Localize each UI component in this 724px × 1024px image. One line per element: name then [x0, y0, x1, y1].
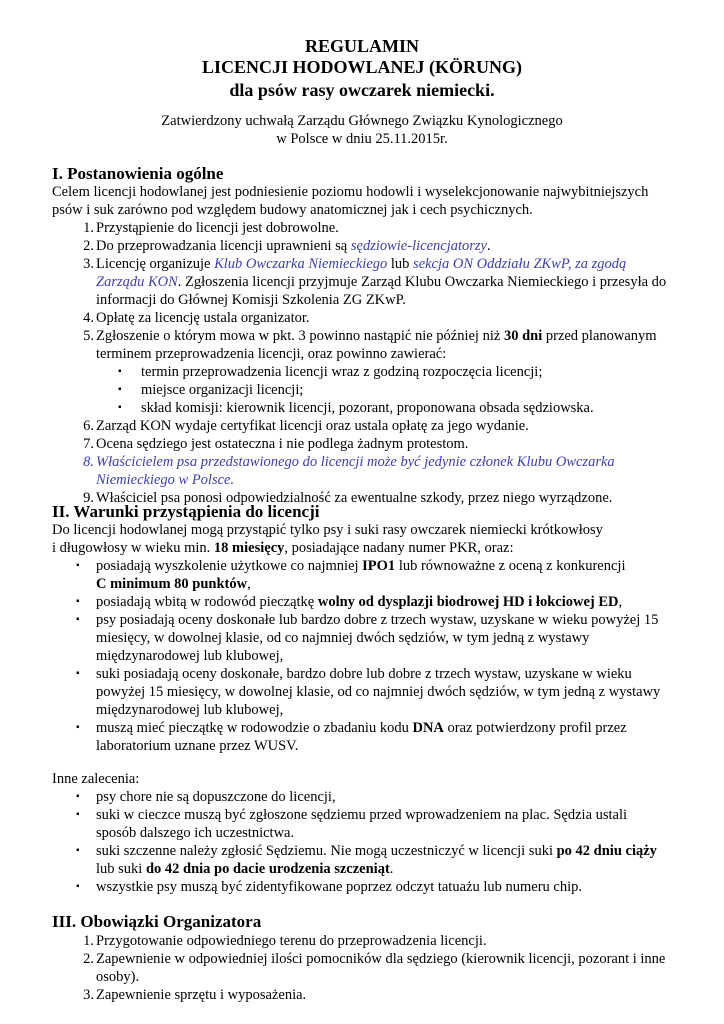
- s2-other-2-line2: sposób dalszego ich uczestnictwa.: [96, 825, 295, 841]
- s2-other-3-line1: suki szczenne należy zgłosić Sędziemu. Nie mogą uczestniczyć w licencji suki po 42 dniu ciąży: [96, 843, 657, 859]
- bullet-icon: ▪: [76, 560, 80, 571]
- s1-intro-line1: Celem licencji hodowlanej jest podniesienie poziomu hodowli i wyselekcjonowanie najwybitniejszych: [52, 184, 649, 200]
- s3-num-2: 2.: [83, 951, 94, 967]
- s2-bullet-3-line3: międzynarodowej lub klubowej,: [96, 648, 284, 664]
- s1-item-5-line1: Zgłoszenie o którym mowa w pkt. 3 powinno nastąpić nie później niż 30 dni przed planowanym: [96, 328, 657, 344]
- s1-intro-line2: psów i suk zarówno pod względem budowy anatomicznej jak i cech psychicznych.: [52, 202, 533, 218]
- bullet-icon: ▪: [118, 402, 122, 413]
- s2-bullet-5-line2: laboratorium uznane przez WUSV.: [96, 738, 299, 754]
- s1-num-2: 2.: [83, 238, 94, 254]
- s1-item-2: Do przeprowadzania licencji uprawnieni są sędziowie-licencjatorzy.: [96, 238, 491, 254]
- s1-num-1: 1.: [83, 220, 94, 236]
- s1-num-6: 6.: [83, 418, 94, 434]
- s1-num-9: 9.: [83, 490, 94, 506]
- s2-bullet-4-line1: suki posiadają oceny doskonałe, bardzo dobre lub dobre z trzech wystaw, uzyskane w wieku: [96, 666, 632, 682]
- doc-title-line2: LICENCJI HODOWLANEJ (KÖRUNG): [201, 57, 523, 77]
- s2-other-2-line1: suki w cieczce muszą być zgłoszone sędziemu przed wprowadzeniem na plac. Sędzia ustali: [96, 807, 628, 823]
- s1-item-3-line2: Zarządu KON. Zgłoszenia licencji przyjmuje Zarząd Klubu Owczarka Niemieckiego i przesyła do: [96, 274, 667, 290]
- doc-title-line3: dla psów rasy owczarek niemiecki.: [229, 80, 495, 100]
- s1-num-5: 5.: [83, 328, 94, 344]
- bullet-icon: ▪: [118, 384, 122, 395]
- bullet-icon: ▪: [76, 614, 80, 625]
- s2-bullet-4-line2: powyżej 15 miesięcy, w dowolnej klasie, od co najmniej dwóch sędziów, w tym jedną z wystawy: [96, 684, 661, 700]
- s2-intro-line2: i długowłosy w wieku min. 18 miesięcy, posiadające nadany numer PKR, oraz:: [52, 540, 514, 556]
- s2-bullet-2: posiadają wbitą w rodowód pieczątkę wolny od dysplazji biodrowej HD i łokciowej ED,: [96, 594, 623, 610]
- section-1-title: I. Postanowienia ogólne: [52, 164, 224, 183]
- approval-line2: w Polsce w dniu 25.11.2015r.: [276, 131, 448, 147]
- s1-item-3-line3: informacji do Głównej Komisji Szkolenia ZG ZKwP.: [96, 292, 406, 308]
- bullet-icon: ▪: [118, 366, 122, 377]
- s2-bullet-3-line1: psy posiadają oceny doskonałe lub bardzo dobre z trzech wystaw, uzyskane w wieku powyżej 15: [96, 612, 659, 628]
- s3-item-1: Przygotowanie odpowiedniego terenu do przeprowadzenia licencji.: [96, 933, 487, 949]
- bullet-icon: ▪: [76, 596, 80, 607]
- bullet-icon: ▪: [76, 845, 80, 856]
- s1-subitem-3: skład komisji: kierownik licencji, pozorant, proponowana obsada sędziowska.: [141, 400, 594, 416]
- s1-item-8-line2: Niemieckiego w Polsce.: [96, 472, 235, 488]
- doc-title-line1: REGULAMIN: [304, 36, 419, 56]
- s1-num-3: 3.: [83, 256, 94, 272]
- s1-item-5-line2: terminem przeprowadzenia licencji, oraz powinno zawierać:: [96, 346, 447, 362]
- s2-bullet-5-line1: muszą mieć pieczątkę w rodowodzie o zbadaniu kodu DNA oraz potwierdzony profil przez: [96, 720, 627, 736]
- approval-line1: Zatwierdzony uchwałą Zarządu Głównego Związku Kynologicznego: [161, 113, 563, 129]
- s3-num-1: 1.: [83, 933, 94, 949]
- bullet-icon: ▪: [76, 722, 80, 733]
- s2-bullet-1-line2: C minimum 80 punktów,: [96, 576, 251, 592]
- s2-other-3-line2: lub suki do 42 dnia po dacie urodzenia szczeniąt.: [96, 861, 394, 877]
- section-2-title: II. Warunki przystąpienia do licencji: [52, 502, 320, 521]
- s2-bullet-4-line3: międzynarodowej lub klubowej,: [96, 702, 284, 718]
- s3-item-3: Zapewnienie sprzętu i wyposażenia.: [96, 987, 307, 1003]
- bullet-icon: ▪: [76, 881, 80, 892]
- s1-num-8: 8.: [83, 454, 94, 470]
- s1-num-7: 7.: [83, 436, 94, 452]
- s2-intro-line1: Do licencji hodowlanej mogą przystąpić tylko psy i suki rasy owczarek niemiecki krótkowłosy: [52, 522, 603, 538]
- bullet-icon: ▪: [76, 668, 80, 679]
- s2-other-heading: Inne zalecenia:: [52, 771, 140, 787]
- s1-item-9: Właściciel psa ponosi odpowiedzialność za ewentualne szkody, przez niego wyrządzone.: [96, 490, 613, 506]
- s1-item-4: Opłatę za licencję ustala organizator.: [96, 310, 310, 326]
- s1-item-6: Zarząd KON wydaje certyfikat licencji oraz ustala opłatę za jego wydanie.: [96, 418, 529, 434]
- s1-subitem-2: miejsce organizacji licencji;: [141, 382, 304, 398]
- s1-item-7: Ocena sędziego jest ostateczna i nie podlega żadnym protestom.: [96, 436, 469, 452]
- bullet-icon: ▪: [76, 791, 80, 802]
- s1-item-8-line1: Właścicielem psa przedstawionego do licencji może być jedynie członek Klubu Owczarka: [96, 454, 615, 470]
- section-3-title: III. Obowiązki Organizatora: [52, 912, 262, 931]
- s1-subitem-1: termin przeprowadzenia licencji wraz z godziną rozpoczęcia licencji;: [141, 364, 543, 380]
- s2-other-4: wszystkie psy muszą być zidentyfikowane poprzez odczyt tatuażu lub numeru chip.: [96, 879, 582, 895]
- s2-other-1: psy chore nie są dopuszczone do licencji,: [96, 789, 336, 805]
- s1-item-1: Przystąpienie do licencji jest dobrowolne.: [96, 220, 339, 236]
- s3-num-3: 3.: [83, 987, 94, 1003]
- bullet-icon: ▪: [76, 809, 80, 820]
- s3-item-2-line2: osoby).: [96, 969, 140, 985]
- s3-item-2-line1: Zapewnienie w odpowiedniej ilości pomocników dla sędziego (kierownik licencji, pozorant i inne: [96, 951, 666, 967]
- s1-item-3-line1: Licencję organizuje Klub Owczarka Niemieckiego lub sekcja ON Oddziału ZKwP, za zgodą: [96, 256, 627, 272]
- s2-bullet-1-line1: posiadają wyszkolenie użytkowe co najmniej IPO1 lub równoważne z oceną z konkurencji: [96, 558, 626, 574]
- s1-num-4: 4.: [83, 310, 94, 326]
- s2-bullet-3-line2: miesięcy, w dowolnej klasie, od co najmniej dwóch sędziów, w tym jedną z wystawy: [96, 630, 590, 646]
